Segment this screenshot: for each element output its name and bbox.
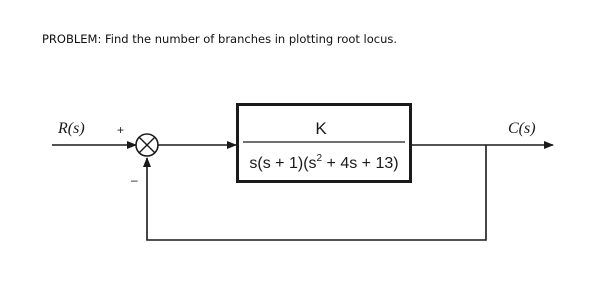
input-label: R(s) <box>58 120 85 137</box>
block-numerator: K <box>315 119 327 138</box>
denominator-main: s(s + 1)(s <box>249 155 317 172</box>
denominator-exponent: 2 <box>316 153 323 164</box>
summer-plus-sign: + <box>117 123 125 137</box>
problem-statement: PROBLEM: Find the number of branches in plotting root locus. <box>42 32 398 46</box>
summing-junction <box>136 134 158 156</box>
summer-minus-sign: – <box>131 173 138 187</box>
denominator-tail: + 4s + 13) <box>322 155 399 172</box>
transfer-function-block <box>238 105 411 182</box>
block-denominator <box>249 153 398 172</box>
output-label: C(s) <box>508 120 536 137</box>
